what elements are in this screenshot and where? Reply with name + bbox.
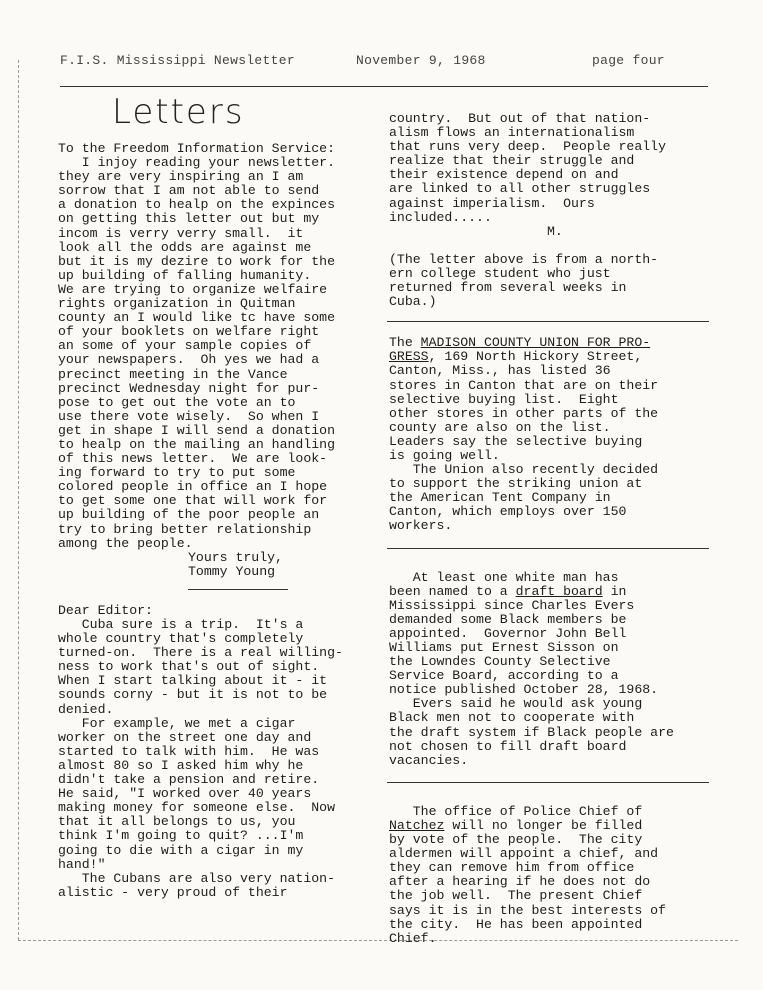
text-line: notice published October 28, 1968. (389, 682, 659, 698)
text-line: ness to work that's out of sight. (58, 659, 320, 675)
text-line: by vote of the people. The city (389, 832, 643, 848)
text-line: precinct Wednesday night for pur- (58, 380, 320, 396)
text-line: selective buying list. Eight (389, 391, 619, 407)
publication-name: F.I.S. Mississippi Newsletter (60, 53, 295, 68)
header-rule (60, 86, 708, 87)
text-line: Mississippi since Charles Evers (389, 597, 635, 613)
text-line: turned-on. There is a real willing- (58, 645, 343, 661)
text-line: For example, we met a cigar (58, 715, 296, 731)
letter-closing: Yours truly, (188, 549, 283, 565)
text-line: says it is in the best interests of (389, 902, 666, 918)
text-line: worker on the street one day and (58, 729, 312, 745)
text-line: denied. (58, 701, 114, 717)
text-line: aldermen will appoint a chief, and (389, 846, 659, 862)
article-line: The MADISON COUNTY UNION FOR PRO- (389, 335, 651, 351)
text-line: look all the odds are against me (58, 239, 312, 255)
text-line: making money for someone else. Now (58, 800, 335, 816)
letter-salutation: Dear Editor: (58, 602, 153, 618)
letter-signature: M. (547, 223, 563, 239)
text-line: but it is my dezire to work for the (58, 253, 335, 269)
text-line: included..... (389, 209, 492, 225)
letter-continuation (389, 112, 709, 225)
section-title: Letters (112, 92, 245, 132)
text-line: to get some one that will work for (58, 493, 328, 509)
text-line: against imperialism. Ours (389, 195, 595, 211)
left-column (58, 142, 374, 900)
text-line: stores in Canton that are on their (389, 377, 659, 393)
text-line: When I start talking about it - it (58, 673, 328, 689)
article-natchez-police-chief (389, 805, 709, 946)
text-line: Black men not to cooperate with (389, 710, 635, 726)
text-line: county an I would like tc have some (58, 310, 335, 326)
editor-note (389, 253, 709, 309)
text-line: up building of the poor people an (58, 507, 320, 523)
text-line: sorrow that I am not able to send (58, 183, 320, 199)
article-madison-county-union (389, 336, 709, 533)
text-line: Leaders say the selective buying (389, 433, 643, 449)
text-line: that it all belongs to us, you (58, 814, 296, 830)
text-line: an some of your sample copies of (58, 338, 312, 354)
text-line: going to die with a cigar in my (58, 842, 304, 858)
text-line: the Lowndes County Selective (389, 654, 611, 670)
org-name: GRESS (389, 349, 429, 365)
text-line: We are trying to organize welfaire (58, 281, 328, 297)
issue-date: November 9, 1968 (356, 53, 486, 68)
letter-divider (188, 589, 288, 590)
text-line: the draft system if Black people are (389, 724, 674, 740)
text-line: vacancies. (389, 752, 469, 768)
text-line: The Union also recently decided (389, 462, 659, 478)
text-line: use there vote wisely. So when I (58, 408, 320, 424)
text-line: they are very inspiring an I am (58, 169, 304, 185)
text-line: the city. He has been appointed (389, 916, 643, 932)
draft-board-term: draft board (515, 583, 603, 599)
text-line: demanded some Black members be (389, 611, 627, 627)
text-line: hand!" (58, 856, 106, 872)
text-line: they can remove him from office (389, 860, 635, 876)
text-line: try to bring better relationship (58, 521, 312, 537)
article-draft-board (389, 571, 709, 768)
letter-signature: Tommy Young (188, 563, 276, 579)
text-line: Canton, which employs over 150 (389, 504, 627, 520)
text-line: Canton, Miss., has listed 36 (389, 363, 611, 379)
text-line: realize that their struggle and (389, 153, 635, 169)
text-line: ern college student who just (389, 265, 611, 281)
text-line: Cuba.) (389, 294, 437, 310)
org-name: MADISON COUNTY UNION FOR PRO- (420, 335, 651, 351)
text-line: get in shape I will send a donation (58, 422, 335, 438)
text-line: their existence depend on and (389, 167, 619, 183)
text-line: almost 80 so I asked him why he (58, 757, 304, 773)
text-line: returned from several weeks in (389, 280, 627, 296)
right-column (389, 112, 709, 946)
article-divider (387, 321, 709, 322)
text-line: (The letter above is from a north- (389, 251, 659, 267)
text-line: the American Tent Company in (389, 490, 611, 506)
text-line: are linked to all other struggles (389, 181, 651, 197)
letter-salutation: To the Freedom Information Service: (58, 141, 335, 156)
text-line: of your booklets on welfare right (58, 324, 320, 340)
page-header (60, 53, 710, 73)
text-line: your newspapers. Oh yes we had a (58, 352, 320, 368)
text-line: whole country that's completely (58, 631, 304, 647)
article-divider (387, 782, 709, 783)
article-line: Natchez will no longer be filled (389, 817, 643, 833)
city-name: Natchez (389, 817, 445, 833)
text-line: didn't take a pension and retire. (58, 772, 320, 788)
article-divider (387, 548, 709, 549)
text-line: alistic - very proud of their (58, 884, 288, 900)
text-line: ing forward to try to put some (58, 465, 296, 481)
text-line: pose to get out the vote an to (58, 394, 296, 410)
text-line: to support the striking union at (389, 476, 643, 492)
text-line: Service Board, according to a (389, 668, 619, 684)
text-line: not chosen to fill draft board (389, 738, 627, 754)
text-line: alism flows an internationalism (389, 125, 635, 141)
article-line: The office of Police Chief of (389, 803, 643, 819)
letter-tommy-young (58, 142, 374, 579)
text-line: a donation to healp on the expinces (58, 197, 335, 213)
letter-cuba (58, 604, 374, 900)
text-line: Chief. (389, 930, 437, 946)
text-line: The Cubans are also very nation- (58, 870, 335, 886)
text-line: the job well. The present Chief (389, 888, 643, 904)
text-line: Cuba sure is a trip. It's a (58, 617, 304, 632)
text-line: colored people in office an I hope (58, 479, 328, 495)
text-line: Evers said he would ask young (389, 696, 643, 712)
text-line: appointed. Governor John Bell (389, 625, 627, 641)
article-line: GRESS, 169 North Hickory Street, (389, 349, 643, 365)
letter-body (58, 156, 374, 551)
text-line: I injoy reading your newsletter. (58, 155, 335, 171)
text-line: country. But out of that nation- (389, 111, 651, 126)
text-line: think I'm going to quit? ...I'm (58, 828, 304, 844)
text-line: up building of falling humanity. (58, 267, 312, 283)
text-line: He said, "I worked over 40 years (58, 786, 312, 802)
text-line: started to talk with him. He was (58, 743, 320, 759)
text-line: incom is verry verry small. it (58, 225, 304, 241)
text-line: is going well. (389, 447, 500, 463)
text-line: on getting this letter out but my (58, 211, 320, 227)
text-line: after a hearing if he does not do (389, 874, 651, 890)
text-line: other stores in other parts of the (389, 405, 659, 421)
text-line: rights organization in Quitman (58, 296, 296, 312)
text-line: sounds corny - but it is not to be (58, 687, 328, 703)
text-line: among the people. (58, 535, 193, 551)
text-line: Williams put Ernest Sisson on (389, 640, 619, 655)
text-line: workers. (389, 518, 453, 534)
letter-body (58, 618, 374, 900)
left-margin-border (18, 60, 19, 940)
text-line: to healp on the mailing an handling (58, 436, 335, 452)
page-number: page four (592, 53, 665, 68)
text-line: county are also on the list. (389, 419, 611, 435)
article-line: been named to a draft board in (389, 583, 627, 599)
text-line: of this news letter. We are look- (58, 451, 328, 467)
article-line: At least one white man has (389, 569, 619, 585)
text-line: that runs very deep. People really (389, 139, 666, 155)
text-line: precinct meeting in the Vance (58, 366, 288, 382)
